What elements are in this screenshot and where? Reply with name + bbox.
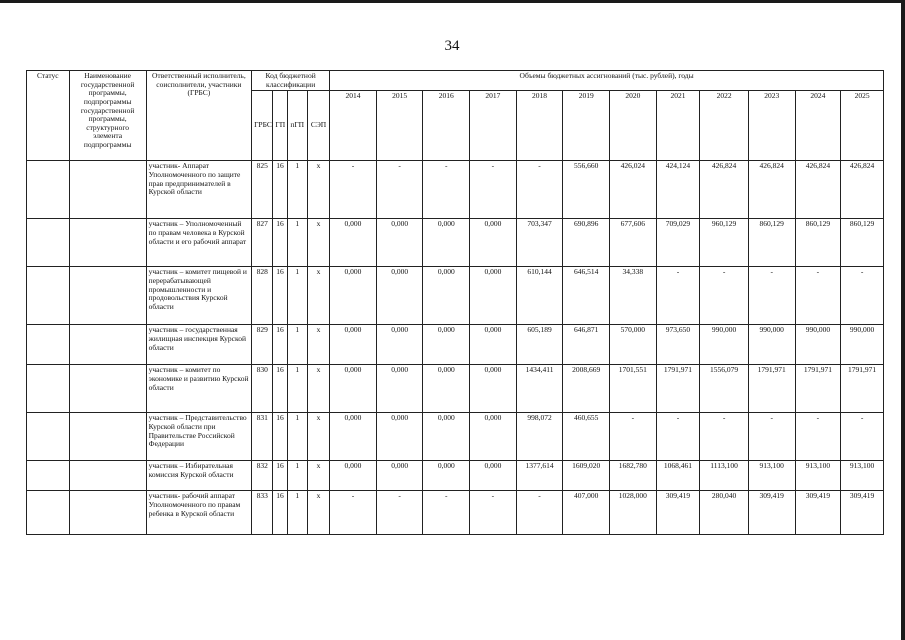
row-value-2017: 0,000 <box>470 325 517 365</box>
header-year: 2022 <box>700 91 749 161</box>
row-value-2018: 1377,614 <box>516 461 563 491</box>
row-value-2021: 1791,971 <box>656 365 700 413</box>
row-value-2014: 0,000 <box>330 219 377 267</box>
row-value-2021: 709,029 <box>656 219 700 267</box>
row-value-2015: 0,000 <box>376 413 423 461</box>
row-code-pgp: 1 <box>287 461 307 491</box>
row-value-2023: 426,824 <box>748 161 795 219</box>
table-row <box>27 219 884 267</box>
header-year: 2024 <box>795 91 841 161</box>
header-program-name: Наименование государственной программы, подпрограммы государственной программы, структурного элемента подпрограммы <box>69 71 146 161</box>
row-status <box>27 325 70 365</box>
table-body <box>27 161 884 535</box>
header-year: 2019 <box>563 91 610 161</box>
row-value-2025: 426,824 <box>841 161 884 219</box>
row-value-2021: 973,650 <box>656 325 700 365</box>
row-value-2023: 860,129 <box>748 219 795 267</box>
row-value-2025: 1791,971 <box>841 365 884 413</box>
header-executor: Ответственный исполнитель, соисполнители, участники (ГРБС) <box>146 71 251 161</box>
row-code-sep: x <box>307 461 329 491</box>
row-code-sep: x <box>307 491 329 535</box>
table-row <box>27 461 884 491</box>
row-value-2020: 1701,551 <box>610 365 657 413</box>
row-value-2023: - <box>748 267 795 325</box>
row-value-2015: 0,000 <box>376 365 423 413</box>
header-code-gp: ГП <box>273 91 287 161</box>
row-value-2020: 426,024 <box>610 161 657 219</box>
row-value-2022: 280,040 <box>700 491 749 535</box>
row-executor: участник – Избирательная комиссия Курской области <box>146 461 251 491</box>
row-code-sep: x <box>307 413 329 461</box>
row-value-2019: 646,514 <box>563 267 610 325</box>
header-volumes: Объемы бюджетных ассигнований (тыс. рублей), годы <box>330 71 884 91</box>
row-value-2014: 0,000 <box>330 461 377 491</box>
header-year: 2021 <box>656 91 700 161</box>
row-code-grbs: 827 <box>252 219 273 267</box>
row-value-2021: 424,124 <box>656 161 700 219</box>
row-value-2021: 1068,461 <box>656 461 700 491</box>
row-value-2014: 0,000 <box>330 365 377 413</box>
row-value-2016: 0,000 <box>423 461 470 491</box>
header-status: Статус <box>27 71 70 161</box>
row-value-2024: 913,100 <box>795 461 841 491</box>
row-executor: участник- рабочий аппарат Уполномоченного по правам ребенка в Курской области <box>146 491 251 535</box>
row-value-2023: 1791,971 <box>748 365 795 413</box>
header-year: 2018 <box>516 91 563 161</box>
row-value-2014: - <box>330 161 377 219</box>
row-value-2018: 998,072 <box>516 413 563 461</box>
row-value-2016: 0,000 <box>423 365 470 413</box>
header-year: 2014 <box>330 91 377 161</box>
row-value-2019: 646,871 <box>563 325 610 365</box>
row-value-2021: 309,419 <box>656 491 700 535</box>
row-code-pgp: 1 <box>287 491 307 535</box>
row-value-2014: 0,000 <box>330 325 377 365</box>
row-value-2024: 309,419 <box>795 491 841 535</box>
row-executor: участник – государственная жилищная инспекция Курской области <box>146 325 251 365</box>
table-row <box>27 325 884 365</box>
row-code-sep: x <box>307 325 329 365</box>
row-program-name <box>69 267 146 325</box>
row-value-2017: - <box>470 161 517 219</box>
row-value-2017: 0,000 <box>470 461 517 491</box>
row-value-2019: 460,655 <box>563 413 610 461</box>
row-code-pgp: 1 <box>287 161 307 219</box>
row-value-2025: - <box>841 413 884 461</box>
row-code-sep: x <box>307 267 329 325</box>
row-executor: участник – комитет по экономике и развитию Курской области <box>146 365 251 413</box>
row-executor: участник- Аппарат Уполномоченного по защите прав предпринимателей в Курской области <box>146 161 251 219</box>
row-value-2024: - <box>795 413 841 461</box>
row-program-name <box>69 365 146 413</box>
header-year: 2025 <box>841 91 884 161</box>
header-year: 2023 <box>748 91 795 161</box>
row-value-2015: - <box>376 491 423 535</box>
page-number: 34 <box>444 38 460 54</box>
row-value-2020: - <box>610 413 657 461</box>
row-value-2022: 1113,100 <box>700 461 749 491</box>
header-code-sep: СЭП <box>307 91 329 161</box>
row-code-pgp: 1 <box>287 219 307 267</box>
row-code-pgp: 1 <box>287 325 307 365</box>
table-row <box>27 365 884 413</box>
row-code-gp: 16 <box>273 161 287 219</box>
row-value-2022: 990,000 <box>700 325 749 365</box>
row-value-2016: 0,000 <box>423 267 470 325</box>
header-budget-code: Код бюджетной классификации <box>252 71 330 91</box>
row-code-grbs: 825 <box>252 161 273 219</box>
row-status <box>27 161 70 219</box>
row-value-2015: 0,000 <box>376 325 423 365</box>
row-value-2022: - <box>700 267 749 325</box>
row-value-2021: - <box>656 413 700 461</box>
row-value-2018: 605,189 <box>516 325 563 365</box>
row-value-2024: 1791,971 <box>795 365 841 413</box>
row-value-2023: 309,419 <box>748 491 795 535</box>
row-program-name <box>69 325 146 365</box>
table-row <box>27 267 884 325</box>
row-value-2018: - <box>516 161 563 219</box>
row-program-name <box>69 413 146 461</box>
row-value-2024: - <box>795 267 841 325</box>
row-code-grbs: 832 <box>252 461 273 491</box>
row-value-2014: 0,000 <box>330 413 377 461</box>
row-code-grbs: 831 <box>252 413 273 461</box>
row-value-2025: 913,100 <box>841 461 884 491</box>
scan-border-top <box>0 0 905 3</box>
budget-allocation-table <box>26 70 884 535</box>
row-value-2018: - <box>516 491 563 535</box>
row-code-sep: x <box>307 161 329 219</box>
row-program-name <box>69 161 146 219</box>
row-code-gp: 16 <box>273 267 287 325</box>
scan-border-right <box>901 0 905 640</box>
row-value-2017: 0,000 <box>470 413 517 461</box>
row-value-2017: 0,000 <box>470 365 517 413</box>
row-value-2022: - <box>700 413 749 461</box>
row-value-2017: 0,000 <box>470 267 517 325</box>
row-value-2025: 860,129 <box>841 219 884 267</box>
row-value-2020: 1028,000 <box>610 491 657 535</box>
row-value-2022: 960,129 <box>700 219 749 267</box>
row-executor: участник – Представительство Курской области при Правительстве Российской Федерации <box>146 413 251 461</box>
row-value-2021: - <box>656 267 700 325</box>
row-value-2019: 556,660 <box>563 161 610 219</box>
row-status <box>27 219 70 267</box>
row-value-2018: 1434,411 <box>516 365 563 413</box>
row-value-2025: - <box>841 267 884 325</box>
row-code-sep: x <box>307 365 329 413</box>
row-code-grbs: 828 <box>252 267 273 325</box>
row-status <box>27 461 70 491</box>
row-value-2019: 2008,669 <box>563 365 610 413</box>
row-value-2020: 677,606 <box>610 219 657 267</box>
row-program-name <box>69 491 146 535</box>
row-executor: участник – Уполномоченный по правам человека в Курской области и его рабочий аппарат <box>146 219 251 267</box>
header-year: 2020 <box>610 91 657 161</box>
row-code-pgp: 1 <box>287 413 307 461</box>
header-year: 2016 <box>423 91 470 161</box>
row-value-2024: 860,129 <box>795 219 841 267</box>
row-code-pgp: 1 <box>287 365 307 413</box>
row-executor: участник – комитет пищевой и перерабатывающей промышленности и продовольствия Курской области <box>146 267 251 325</box>
row-value-2019: 690,896 <box>563 219 610 267</box>
row-status <box>27 413 70 461</box>
row-value-2024: 990,000 <box>795 325 841 365</box>
row-status <box>27 365 70 413</box>
row-value-2014: - <box>330 491 377 535</box>
row-code-gp: 16 <box>273 219 287 267</box>
row-value-2023: 990,000 <box>748 325 795 365</box>
row-value-2023: - <box>748 413 795 461</box>
table-row <box>27 161 884 219</box>
header-code-grbs: ГРБС <box>252 91 273 161</box>
row-status <box>27 267 70 325</box>
row-program-name <box>69 461 146 491</box>
row-code-grbs: 829 <box>252 325 273 365</box>
row-code-gp: 16 <box>273 413 287 461</box>
row-value-2019: 407,000 <box>563 491 610 535</box>
row-program-name <box>69 219 146 267</box>
row-code-sep: x <box>307 219 329 267</box>
row-status <box>27 491 70 535</box>
row-code-grbs: 830 <box>252 365 273 413</box>
row-code-gp: 16 <box>273 365 287 413</box>
row-value-2019: 1609,020 <box>563 461 610 491</box>
row-value-2022: 426,824 <box>700 161 749 219</box>
row-value-2017: - <box>470 491 517 535</box>
row-value-2025: 990,000 <box>841 325 884 365</box>
row-code-gp: 16 <box>273 325 287 365</box>
row-value-2016: - <box>423 491 470 535</box>
row-value-2018: 703,347 <box>516 219 563 267</box>
row-value-2018: 610,144 <box>516 267 563 325</box>
row-value-2020: 570,000 <box>610 325 657 365</box>
row-value-2016: 0,000 <box>423 219 470 267</box>
table-row <box>27 413 884 461</box>
table-row <box>27 491 884 535</box>
row-value-2023: 913,100 <box>748 461 795 491</box>
header-year: 2017 <box>470 91 517 161</box>
row-value-2022: 1556,079 <box>700 365 749 413</box>
row-value-2025: 309,419 <box>841 491 884 535</box>
row-code-grbs: 833 <box>252 491 273 535</box>
row-value-2014: 0,000 <box>330 267 377 325</box>
row-value-2015: 0,000 <box>376 461 423 491</box>
row-value-2016: - <box>423 161 470 219</box>
row-code-gp: 16 <box>273 461 287 491</box>
header-code-pgp: пГП <box>287 91 307 161</box>
header-year: 2015 <box>376 91 423 161</box>
row-code-pgp: 1 <box>287 267 307 325</box>
row-value-2015: 0,000 <box>376 219 423 267</box>
row-value-2015: 0,000 <box>376 267 423 325</box>
row-value-2015: - <box>376 161 423 219</box>
row-code-gp: 16 <box>273 491 287 535</box>
row-value-2020: 34,338 <box>610 267 657 325</box>
row-value-2017: 0,000 <box>470 219 517 267</box>
row-value-2016: 0,000 <box>423 413 470 461</box>
row-value-2024: 426,824 <box>795 161 841 219</box>
row-value-2016: 0,000 <box>423 325 470 365</box>
row-value-2020: 1682,780 <box>610 461 657 491</box>
